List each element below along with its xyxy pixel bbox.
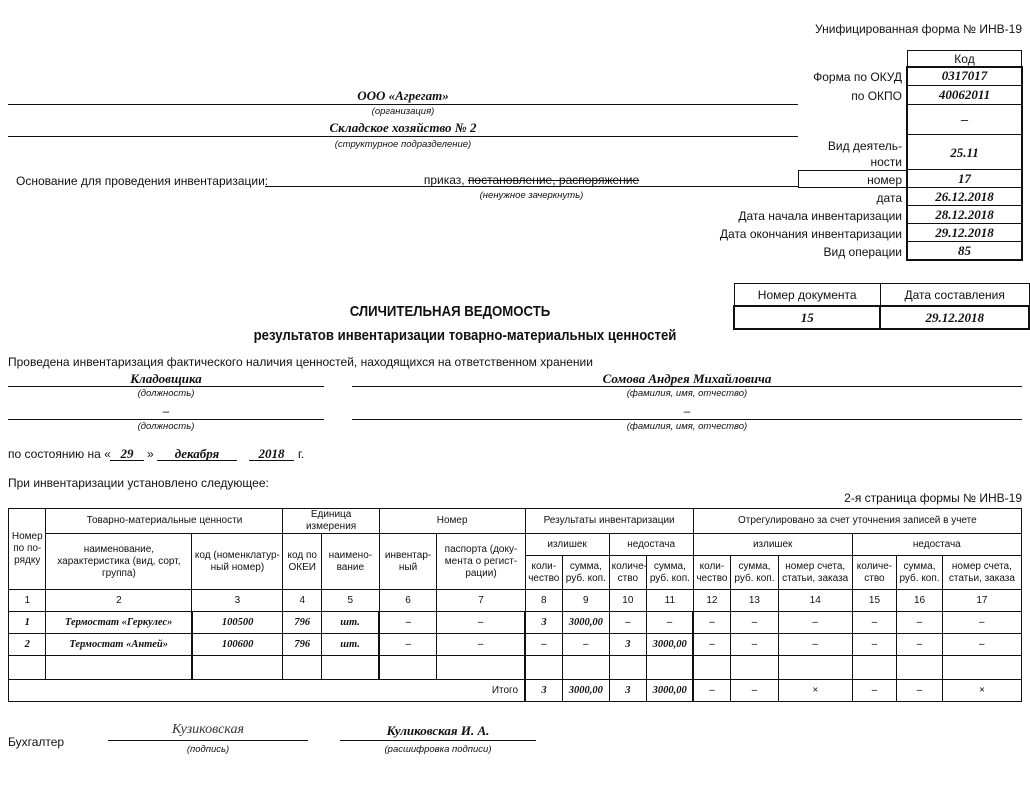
cell: –: [609, 612, 646, 634]
dept-code-value: –: [907, 105, 1022, 135]
cell: –: [437, 612, 525, 634]
decoded-line: [340, 740, 536, 741]
cell: Термостат «Геркулес»: [46, 612, 192, 634]
cell: 796: [283, 634, 321, 656]
column-numbers-row: [9, 590, 1022, 612]
okud-label: Форма по ОКУД: [813, 70, 902, 84]
col-number: 8: [525, 590, 562, 612]
col-number: 17: [942, 590, 1021, 612]
fullname-2-line: [352, 419, 1022, 420]
order-number-value: 17: [907, 170, 1022, 188]
basis-kept: приказ,: [423, 173, 465, 187]
th-shortage: недостача: [609, 534, 693, 556]
col-number: 3: [192, 590, 283, 612]
cell: 796: [283, 612, 321, 634]
th-surplus: излишек: [525, 534, 609, 556]
handwritten-signature: Кузиковская: [171, 722, 245, 737]
th-okei: код по ОКЕИ: [283, 534, 321, 590]
table-row-empty: [9, 656, 1022, 680]
basis-value: [265, 173, 798, 187]
th-sum-3: сумма, руб. коп.: [731, 556, 779, 590]
col-number: 7: [437, 590, 525, 612]
col-number: 14: [778, 590, 852, 612]
cell: –: [852, 612, 897, 634]
fullname-1: Сомовa Андрея Михайловича: [602, 371, 772, 386]
code-header: Код: [907, 50, 1022, 67]
inventory-table: [8, 508, 1022, 702]
doc-date-header: Дата составления: [880, 284, 1029, 307]
total-cell: 3000,00: [563, 680, 610, 702]
cell: 3000,00: [647, 634, 694, 656]
number-label: номер: [867, 173, 902, 187]
decoded-caption: (расшифровка подписи): [384, 744, 492, 755]
okud-value: 0317017: [907, 67, 1022, 86]
cell: 3: [525, 612, 562, 634]
col-number: 13: [731, 590, 779, 612]
basis-label: Основание для проведения инвентаризации:: [16, 174, 269, 188]
th-unit-name: наимено-вание: [321, 534, 379, 590]
cell: –: [693, 634, 730, 656]
col-number: 2: [46, 590, 192, 612]
established-label: При инвентаризации установлено следующее:: [8, 476, 269, 490]
col-number: 4: [283, 590, 321, 612]
position-2-caption: (должность): [137, 421, 195, 432]
unified-form-label: Унифицированная форма № ИНВ-19: [815, 22, 1022, 36]
position-1: Кладовщика: [130, 371, 202, 386]
cell: –: [379, 634, 437, 656]
th-goods: Товарно-материальные ценности: [46, 509, 283, 534]
doc-number-value: 15: [734, 306, 880, 329]
col-number: 11: [647, 590, 694, 612]
cell: –: [852, 634, 897, 656]
total-label: Итого: [9, 680, 526, 702]
total-cell: –: [731, 680, 779, 702]
state-quote-close: »: [147, 447, 154, 461]
table-row: [9, 634, 1022, 656]
th-code: код (номенклатур-ный номер): [192, 534, 283, 590]
state-month-line: [157, 460, 237, 461]
fullname-1-caption: (фамилия, имя, отчество): [626, 388, 748, 399]
end-date-value: 29.12.2018: [907, 224, 1022, 242]
total-cell: –: [693, 680, 730, 702]
table-row: [9, 612, 1022, 634]
cell: Термостат «Антей»: [46, 634, 192, 656]
position-2: –: [162, 404, 170, 418]
th-row-number: Номер по по-рядку: [9, 509, 46, 590]
col-number: 6: [379, 590, 437, 612]
cell: –: [897, 612, 943, 634]
cell: 1: [9, 612, 46, 634]
start-date-label: Дата начала инвентаризации: [738, 209, 902, 223]
th-qty-2: количе-ство: [609, 556, 646, 590]
page-subtitle: результатов инвентаризации товарно-материальных ценностей: [253, 327, 677, 344]
col-number: 12: [693, 590, 730, 612]
basis-line: [265, 186, 798, 187]
th-name: наименование, характеристика (вид, сорт, группа): [46, 534, 192, 590]
total-cell: 3: [609, 680, 646, 702]
state-day: 29: [120, 446, 134, 461]
state-year-line: [249, 460, 294, 461]
cell: –: [525, 634, 562, 656]
department-line: [8, 136, 798, 137]
responsible-intro: Проведена инвентаризация фактического наличия ценностей, находящихся на ответственном хранении: [8, 355, 593, 369]
th-account-2: номер счета, статьи, заказа: [942, 556, 1021, 590]
col-number: 1: [9, 590, 46, 612]
th-unit: Единица измерения: [283, 509, 379, 534]
th-passport: паспорта (доку-мента о регист-рации): [437, 534, 525, 590]
operation-value: 85: [958, 243, 971, 258]
cell: –: [897, 634, 943, 656]
cell: 100500: [192, 612, 283, 634]
cell: –: [778, 634, 852, 656]
okpo-value: 40062011: [907, 86, 1022, 105]
cell: 3000,00: [563, 612, 610, 634]
fullname-2-caption: (фамилия, имя, отчество): [626, 421, 748, 432]
fullname-1-line: [352, 386, 1022, 387]
cell: –: [693, 612, 730, 634]
doc-date-value: 29.12.2018: [880, 306, 1029, 329]
department-name: Складское хозяйство № 2: [329, 120, 477, 135]
cell: –: [731, 634, 779, 656]
cell: 100600: [192, 634, 283, 656]
signature-line: [108, 740, 308, 741]
date-label: дата: [876, 191, 902, 205]
col-number: 16: [897, 590, 943, 612]
signature-role: Бухгалтер: [8, 735, 65, 749]
activity-label-2: ности: [870, 155, 902, 169]
total-cell: ×: [778, 680, 852, 702]
total-cell: –: [852, 680, 897, 702]
cell: –: [563, 634, 610, 656]
total-cell: 3000,00: [647, 680, 694, 702]
page-title: СЛИЧИТЕЛЬНАЯ ВЕДОМОСТЬ: [349, 303, 551, 320]
th-shortage-2: недостача: [852, 534, 1021, 556]
total-cell: ×: [942, 680, 1021, 702]
th-qty: коли-чество: [525, 556, 562, 590]
total-cell: 3: [525, 680, 562, 702]
cell: 3: [609, 634, 646, 656]
department-caption: (структурное подразделение): [334, 139, 472, 150]
okpo-label: по ОКПО: [851, 89, 902, 103]
th-sum-4: сумма, руб. коп.: [897, 556, 943, 590]
document-number-table: [733, 283, 1030, 330]
page-note: 2-я страница формы № ИНВ-19: [844, 491, 1022, 505]
doc-number-header: Номер документа: [734, 284, 880, 307]
end-date-label: Дата окончания инвентаризации: [719, 227, 902, 241]
th-sum: сумма, руб. коп.: [563, 556, 610, 590]
operation-label: Вид операции: [823, 245, 902, 259]
cell: –: [731, 612, 779, 634]
position-2-line: [8, 419, 324, 420]
state-year: 2018: [258, 446, 285, 461]
signature-caption: (подпись): [186, 744, 230, 755]
cell: –: [778, 612, 852, 634]
cell: –: [437, 634, 525, 656]
state-month: декабря: [174, 446, 220, 461]
fullname-2: –: [683, 404, 691, 418]
organization-name: ООО «Агрегат»: [357, 88, 449, 103]
th-results: Результаты инвентаризации: [525, 509, 693, 534]
state-prefix: по состоянию на «: [8, 447, 111, 461]
col-number: 15: [852, 590, 897, 612]
total-cell: –: [897, 680, 943, 702]
activity-label-1: Вид деятель-: [827, 139, 902, 153]
th-surplus-2: излишек: [693, 534, 852, 556]
col-number: 9: [563, 590, 610, 612]
position-1-caption: (должность): [137, 388, 195, 399]
state-suffix: г.: [298, 447, 305, 461]
cell: 2: [9, 634, 46, 656]
signature-decoded: Куликовская И. А.: [386, 723, 490, 738]
activity-value: 25.11: [907, 135, 1022, 170]
basis-struck: постановление, распоряжение: [467, 173, 640, 187]
total-row: [9, 680, 1022, 702]
state-day-line: [110, 460, 144, 461]
organization-line: [8, 104, 798, 105]
th-sum-2: сумма, руб. коп.: [647, 556, 694, 590]
th-qty-4: количе-ство: [852, 556, 897, 590]
cell: –: [647, 612, 694, 634]
col-number: 5: [321, 590, 379, 612]
cell: –: [942, 612, 1021, 634]
cell: шт.: [321, 612, 379, 634]
th-account: номер счета, статьи, заказа: [778, 556, 852, 590]
basis-caption: (ненужное зачеркнуть): [479, 190, 584, 201]
order-date-value: 26.12.2018: [907, 188, 1022, 206]
position-1-line: [8, 386, 324, 387]
organization-caption: (организация): [371, 106, 435, 117]
th-qty-3: коли-чество: [693, 556, 730, 590]
cell: –: [379, 612, 437, 634]
start-date-value: 28.12.2018: [907, 206, 1022, 224]
th-adjusted: Отрегулировано за счет уточнения записей в учете: [693, 509, 1021, 534]
th-number: Номер: [379, 509, 525, 534]
cell: шт.: [321, 634, 379, 656]
th-inventory: инвентар-ный: [379, 534, 437, 590]
col-number: 10: [609, 590, 646, 612]
cell: –: [942, 634, 1021, 656]
